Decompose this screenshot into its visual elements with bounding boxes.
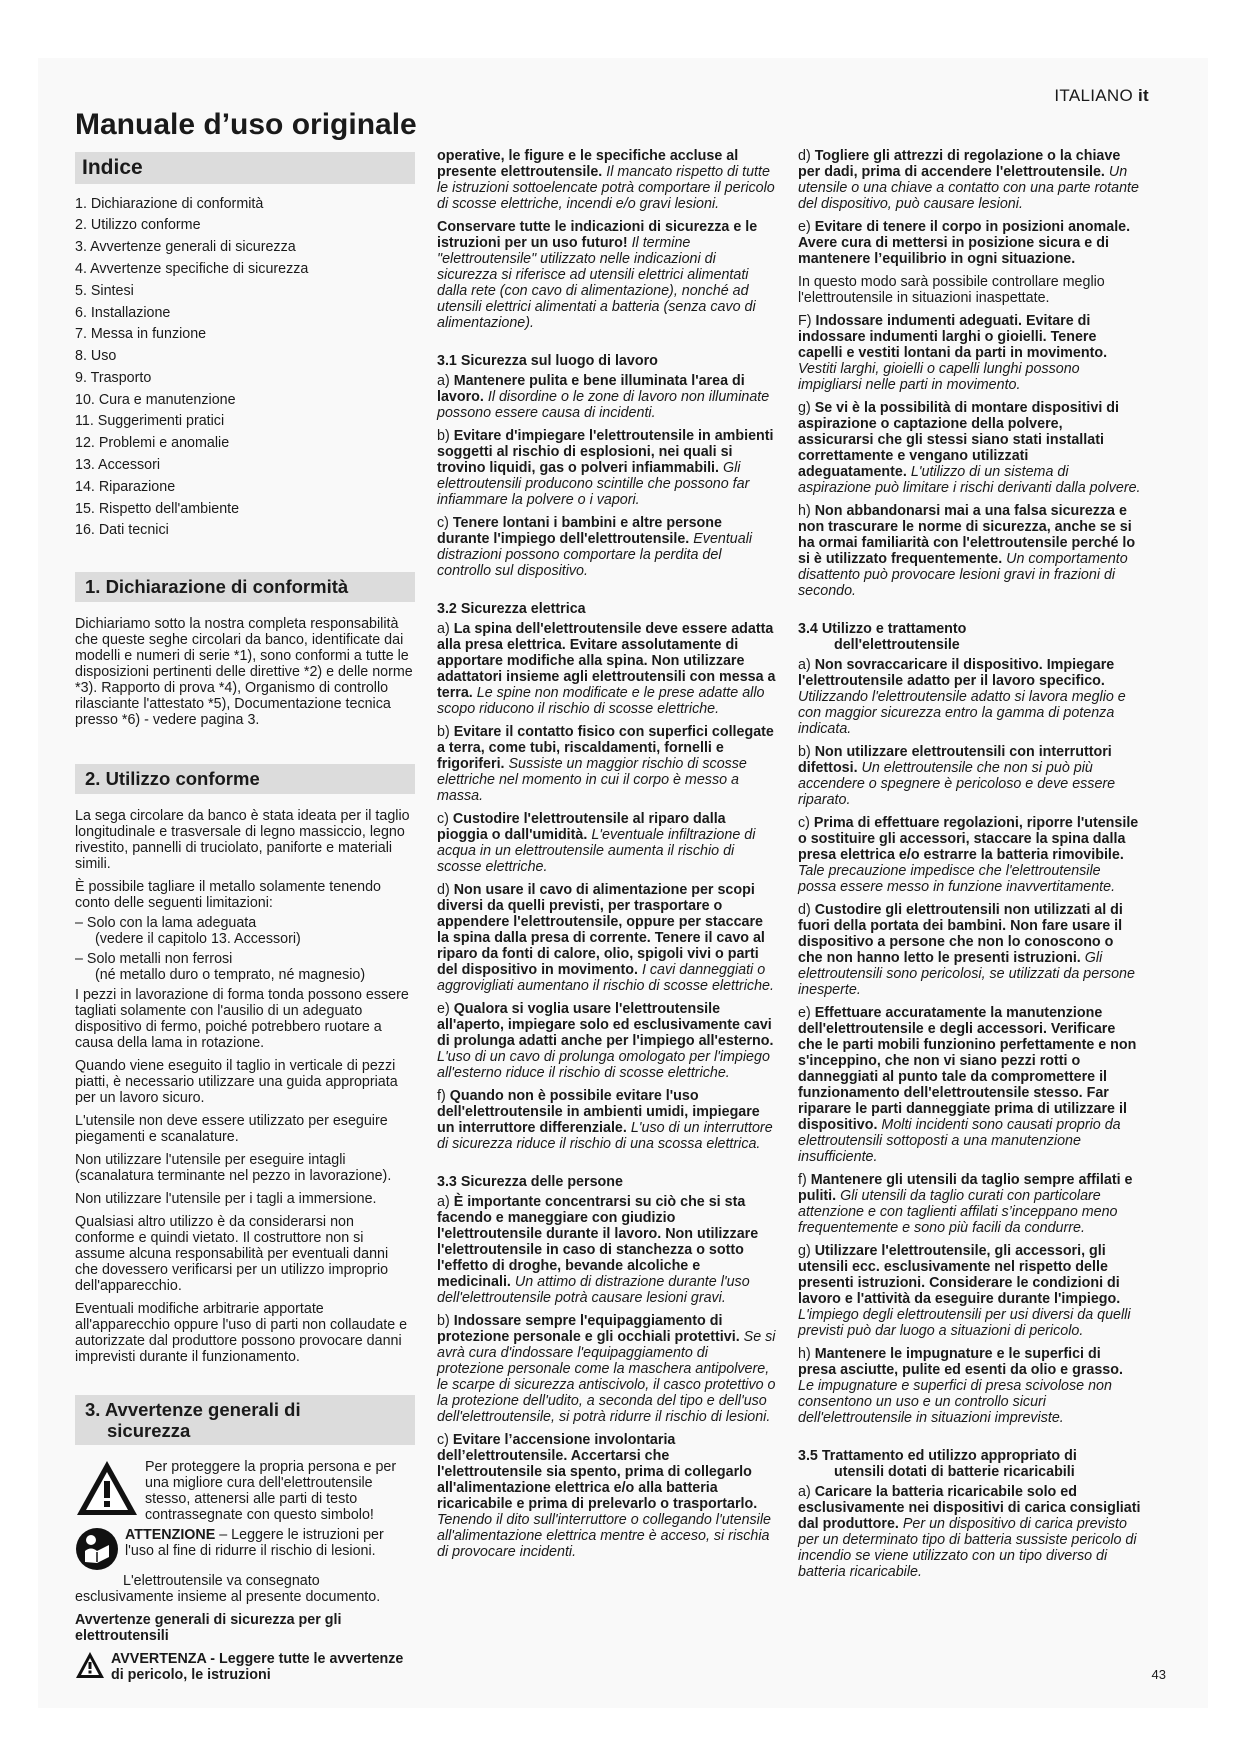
toc-item[interactable]: 10. Cura e manutenzione (75, 391, 236, 408)
list-item: – Solo con la lama adeguata (vedere il capitolo 13. Accessori) (75, 914, 301, 947)
safety-item: d) Togliere gli attrezzi di regolazione o la chiave per dadi, prima di accendere l'elettroutensile. Un utensile o una chiave a contatto con una parte rotante del dispositivo, può causare lesioni. (798, 148, 1139, 212)
safety-item: b) Evitare il contatto fisico con superfici collegate a terra, come tubi, riscaldamenti, fornelli e frigoriferi. Sussiste un maggior rischio di scosse elettriche nel momento in cui il corpo è messo a massa. (437, 724, 774, 804)
safety-item: c) Custodire l'elettroutensile al riparo dalla pioggia o dall'umidità. L'eventuale infiltrazione di acqua in un elettroutensile aumenta il rischio di scosse elettriche. (437, 811, 756, 875)
safety-item: a) Non sovraccaricare il dispositivo. Impiegare l'elettroutensile adatto per il lavoro specifico. Utilizzando l'elettroutensile adatto si lavora meglio e con maggior sicurezza entro la gamma di potenza indicata. (798, 657, 1126, 737)
toc-item[interactable]: 4. Avvertenze specifiche di sicurezza (75, 260, 309, 277)
toc-item[interactable]: 5. Sintesi (75, 282, 134, 299)
section-3-heading: 3. Avvertenze generali di sicurezza (75, 1395, 415, 1445)
toc-item[interactable]: 1. Dichiarazione di conformità (75, 195, 264, 212)
paragraph: È possibile tagliare il metallo solamente tenendo conto delle seguenti limitazioni: (75, 878, 381, 911)
list-item: – Solo metalli non ferrosi (né metallo duro o temprato, né magnesio) (75, 950, 366, 983)
safety-item: c) Tenere lontani i bambini e altre persone durante l'impiego dell'elettroutensile. Eventuali distrazioni possono comportare la perdita del controllo sul dispositivo. (437, 515, 753, 579)
safety-item: h) Non abbandonarsi mai a una falsa sicurezza e non trascurare le norme di sicurezza, anche se si ha ormai familiarità con l'elettroutensile perché lo si è utilizzato frequentemente. Un comportamento disattento può provocare lesioni gravi in frazioni di secondo. (798, 503, 1136, 599)
toc-item[interactable]: 7. Messa in funzione (75, 326, 207, 343)
paragraph: L'utensile non deve essere utilizzato per eseguire piegamenti e scanalature. (75, 1112, 388, 1145)
paragraph: In questo modo sarà possibile controllare meglio l'elettroutensile in situazioni inaspettate. (798, 274, 1105, 306)
section-2-heading: 2. Utilizzo conforme (75, 764, 415, 794)
subsection-3-3-heading: 3.3 Sicurezza delle persone (437, 1174, 623, 1190)
warning-triangle-small-icon (75, 1651, 105, 1679)
safety-item: b) Evitare d'impiegare l'elettroutensile in ambienti soggetti al rischio di esplosioni, nei quali si trovino liquidi, gas o polveri infiammabili. Gli elettroutensili producono scintille che possono far infiammare la polvere o i vapori. (437, 428, 774, 508)
paragraph: Non utilizzare l'utensile per i tagli a immersione. (75, 1190, 377, 1207)
avvertenza-text: AVVERTENZA - Leggere tutte le avvertenze di pericolo, le istruzioni (111, 1651, 404, 1684)
language-header: ITALIANO it (1054, 86, 1149, 105)
safety-item: e) Evitare di tenere il corpo in posizioni anomale. Avere cura di mettersi in posizione sicura e di mantenere l’equilibrio in ogni situazione. (798, 219, 1131, 267)
attention-notice (75, 1527, 415, 1571)
conformity-text: Dichiariamo sotto la nostra completa responsabilità che queste seghe circolari da banco, identificate dai modelli e numeri di serie *1), sono conformi a tutte le disposizioni pertinenti delle direttive *2) e delle norme *3). Rapporto di prova *4), Organismo di controllo rilasciante l'attestato *5), Documentazione tecnica presso *6) - vedere pagina 3. (75, 616, 413, 729)
safety-item: b) Non utilizzare elettroutensili con interruttori difettosi. Un elettroutensile che non si può più accendere o spegnere è pericoloso e deve essere riparato. (798, 744, 1116, 808)
toc-item[interactable]: 2. Utilizzo conforme (75, 217, 201, 234)
subsection-3-4-heading: 3.4 Utilizzo e trattamento dell'elettroutensile (798, 621, 967, 653)
avvertenza-notice (75, 1651, 415, 1683)
page-number: 43 (1151, 1667, 1166, 1682)
safety-item: a) È importante concentrarsi su ciò che si sta facendo e maneggiare con giudizio l'elettroutensile durante il lavoro. Non utilizzare l'elettroutensile in caso di stanchezza o sotto l'effetto di droghe, bevande alcoliche e medicinali. Un attimo di distrazione durante l'uso dell'elettroutensile potrà causare lesioni gravi. (437, 1194, 759, 1306)
warning-text: Per proteggere la propria persona e per una migliore cura dell'elettroutensile stesso, attenersi alle parti di testo contrassegnate con questo simbolo! (145, 1459, 397, 1524)
section-1-heading: 1. Dichiarazione di conformità (75, 572, 415, 602)
paragraph: La sega circolare da banco è stata ideata per il taglio longitudinale e trasversale di legno massiccio, legno rivestito, pannelli di truciolato, paniforte e materiali simili. (75, 807, 410, 872)
toc-item[interactable]: 11. Suggerimenti pratici (75, 413, 225, 430)
subsection-3-5-heading: 3.5 Trattamento ed utilizzo appropriato di utensili dotati di batterie ricaricabili (798, 1448, 1077, 1480)
paragraph: I pezzi in lavorazione di forma tonda possono essere tagliati solamente con l'ausilio di un adeguato dispositivo di fermo, poiché potrebbero ruotare a causa della lama in rotazione. (75, 986, 409, 1051)
warning-notice (75, 1459, 415, 1523)
general-warnings-heading: Avvertenze generali di sicurezza per gli elettroutensili (75, 1612, 342, 1645)
column-1 (75, 152, 415, 1685)
safety-item: a) La spina dell'elettroutensile deve essere adatta alla presa elettrica. Evitare assolutamente di apportare modifiche alla spina. Non utilizzare adattatori insieme agli elettroutensili con messa a terra. Le spine non modificate e le prese adatte allo scopo riducono il rischio di scosse elettriche. (437, 621, 776, 717)
toc-item[interactable]: 8. Uso (75, 348, 117, 365)
safety-item: f) Mantenere gli utensili da taglio sempre affilati e puliti. Gli utensili da taglio curati con particolare attenzione e con taglienti affilati s’inceppano meno frequentemente e sono più facili da condurre. (798, 1172, 1133, 1236)
safety-item: c) Prima di effettuare regolazioni, riporre l'utensile o sostituire gli accessori, staccare la spina dalla presa elettrica e/o estrarre la batteria rimovibile. Tale precauzione impedisce che l'elettroutensile possa essere messo in funzione inavvertitamente. (798, 815, 1139, 895)
paragraph: Eventuali modifiche arbitrarie apportate all'apparecchio oppure l'uso di parti non collaudate e autorizzate dal produttore possono provocare danni imprevisti durante il funzionamento. (75, 1300, 408, 1365)
safety-item: a) Caricare la batteria ricaricabile solo ed esclusivamente nei dispositivi di carica consigliati dal produttore. Per un dispositivo di carica previsto per un determinato tipo di batteria sussiste pericolo di incendio se viene utilizzato con un tipo diverso di batteria ricaricabile. (798, 1484, 1141, 1580)
safety-item: g) Se vi è la possibilità di montare dispositivi di aspirazione o captazione della polvere, assicurarsi che gli stessi siano stati installati correttamente e vengano utilizzati adeguatamente. L'utilizzo di un sistema di aspirazione può limitare i rischi derivanti dalla polvere. (798, 400, 1141, 496)
safety-item: d) Non usare il cavo di alimentazione per scopi diversi da quelli previsti, per trasportare o appendere l'elettroutensile, oppure per staccare la spina dalla presa di corrente. Tenere il cavo al riparo da fonti di calore, olio, spigoli vivi o parti del dispositivo in movimento. I cavi danneggiati o aggrovigliati aumentano il rischio di scosse elettriche. (437, 882, 774, 994)
subsection-3-2-heading: 3.2 Sicurezza elettrica (437, 601, 586, 617)
safety-item: d) Custodire gli elettroutensili non utilizzati al di fuori della portata dei bambini. Non fare usare il dispositivo a persone che non lo conoscono o che non hanno letto le presenti istruzioni. Gli elettroutensili sono pericolosi, se utilizzati da persone inesperte. (798, 902, 1135, 998)
column-3 (798, 148, 1141, 1587)
consignment-text: L'elettroutensile va consegnato esclusivamente insieme al presente documento. (75, 1573, 381, 1606)
safety-item: f) Quando non è possibile evitare l'uso dell'elettroutensile in ambienti umidi, impiegare un interruttore differenziale. L'uso di un interruttore di sicurezza riduce il rischio di una scossa elettrica. (437, 1088, 773, 1152)
page-title: Manuale d’uso originale (75, 108, 417, 141)
safety-item: b) Indossare sempre l'equipaggiamento di protezione personale e gli occhiali protettivi. Se si avrà cura d'indossare l'equipaggiamento di protezione personale come la maschera antipolvere, le scarpe di sicurezza antiscivolo, il casco protettivo o la protezione dell'udito, a seconda del tipo e dell'uso dell'elettroutensile, si potrà ridurre il rischio di lesioni. (437, 1313, 776, 1425)
safety-item: e) Qualora si voglia usare l'elettroutensile all'aperto, impiegare solo ed esclusivamente cavi di prolunga adatti anche per l'impiego all'esterno. L'uso di un cavo di prolunga omologato per l'impiego all'esterno riduce il rischio di scosse elettriche. (437, 1001, 774, 1081)
paragraph: Qualsiasi altro utilizzo è da considerarsi non conforme e quindi vietato. Il costruttore non si assume alcuna responsabilità per eventuali danni che dovessero verificarsi per un utilizzo improprio dell'apparecchio. (75, 1213, 389, 1294)
paragraph: Conservare tutte le indicazioni di sicurezza e le istruzioni per un uso futuro! Il termine "elettroutensile" utilizzato nelle indicazioni di sicurezza si riferisce ad utensili elettrici alimentati dalla rete (con cavo di alimentazione), nonché ad utensili elettrici alimentati a batteria (senza cavo di alimentazione). (437, 219, 758, 331)
table-of-contents (75, 196, 415, 539)
index-heading: Indice (75, 152, 415, 184)
toc-item[interactable]: 16. Dati tecnici (75, 522, 169, 539)
toc-item[interactable]: 9. Trasporto (75, 369, 152, 386)
attention-text: ATTENZIONE – Leggere le istruzioni per l'uso al fine di ridurre il rischio di lesioni. (125, 1527, 384, 1560)
read-manual-icon (75, 1527, 119, 1571)
toc-item[interactable]: 12. Problemi e anomalie (75, 435, 230, 452)
safety-item: F) Indossare indumenti adeguati. Evitare di indossare indumenti larghi o gioielli. Tenere capelli e vestiti lontani da parti in movimento. Vestiti larghi, gioielli o capelli lunghi possono impigliarsi nelle parti in movimento. (798, 313, 1108, 393)
subsection-3-1-heading: 3.1 Sicurezza sul luogo di lavoro (437, 353, 658, 369)
safety-item: e) Effettuare accuratamente la manutenzione dell'elettroutensile e degli accessori. Verificare che le parti mobili funzionino perfettamente e non s'inceppino, che non vi siano pezzi rotti o danneggiati al punto tale da compromettere il funzionamento dell'elettroutensile stesso. Far riparare le parti danneggiate prima di utilizzare il dispositivo. Molti incidenti sono causati proprio da elettroutensili sottoposti a una manutenzione insufficiente. (798, 1005, 1137, 1165)
toc-item[interactable]: 14. Riparazione (75, 478, 176, 495)
warning-triangle-icon (75, 1459, 139, 1517)
safety-item: c) Evitare l’accensione involontaria dell’elettroutensile. Accertarsi che l'elettroutensile sia spento, prima di collegarlo all'alimentazione elettrica e/o alla batteria ricaricabile e prima di prelevarlo o trasportarlo. Tenendo il dito sull'interruttore o collegando l'utensile all'alimentazione elettrica mentre è acceso, si rischia di provocare incidenti. (437, 1432, 771, 1560)
column-2 (437, 148, 777, 1567)
toc-item[interactable]: 13. Accessori (75, 457, 161, 474)
safety-item: g) Utilizzare l'elettroutensile, gli accessori, gli utensili ecc. esclusivamente nel rispetto delle presenti istruzioni. Considerare le condizioni di lavoro e l'attività da eseguire durante l'impiego. L'impiego degli elettroutensili per usi diversi da quelli previsti può dar luogo a situazioni di pericolo. (798, 1243, 1131, 1339)
safety-item: a) Mantenere pulita e bene illuminata l'area di lavoro. Il disordine o le zone di lavoro non illuminate possono essere causa di incidenti. (437, 373, 770, 421)
paragraph: Quando viene eseguito il taglio in verticale di pezzi piatti, è necessario utilizzare una guida appropriata per un lavoro sicuro. (75, 1057, 398, 1106)
paragraph: Non utilizzare l'utensile per eseguire intagli (scanalatura terminante nel pezzo in lavorazione). (75, 1151, 392, 1184)
paragraph: operative, le figure e le specifiche accluse al presente elettroutensile. Il mancato rispetto di tutte le istruzioni sottoelencate potrà comportare il pericolo di scosse elettriche, incendi e/o gravi lesioni. (437, 148, 775, 212)
toc-item[interactable]: 6. Installazione (75, 304, 171, 321)
toc-item[interactable]: 15. Rispetto dell'ambiente (75, 500, 240, 517)
safety-item: h) Mantenere le impugnature e le superfici di presa asciutte, pulite ed esenti da olio e grasso. Le impugnature e superfici di presa scivolose non consentono un uso e un controllo sicuri dell'elettroutensile in situazioni impreviste. (798, 1346, 1123, 1426)
toc-item[interactable]: 3. Avvertenze generali di sicurezza (75, 239, 296, 256)
